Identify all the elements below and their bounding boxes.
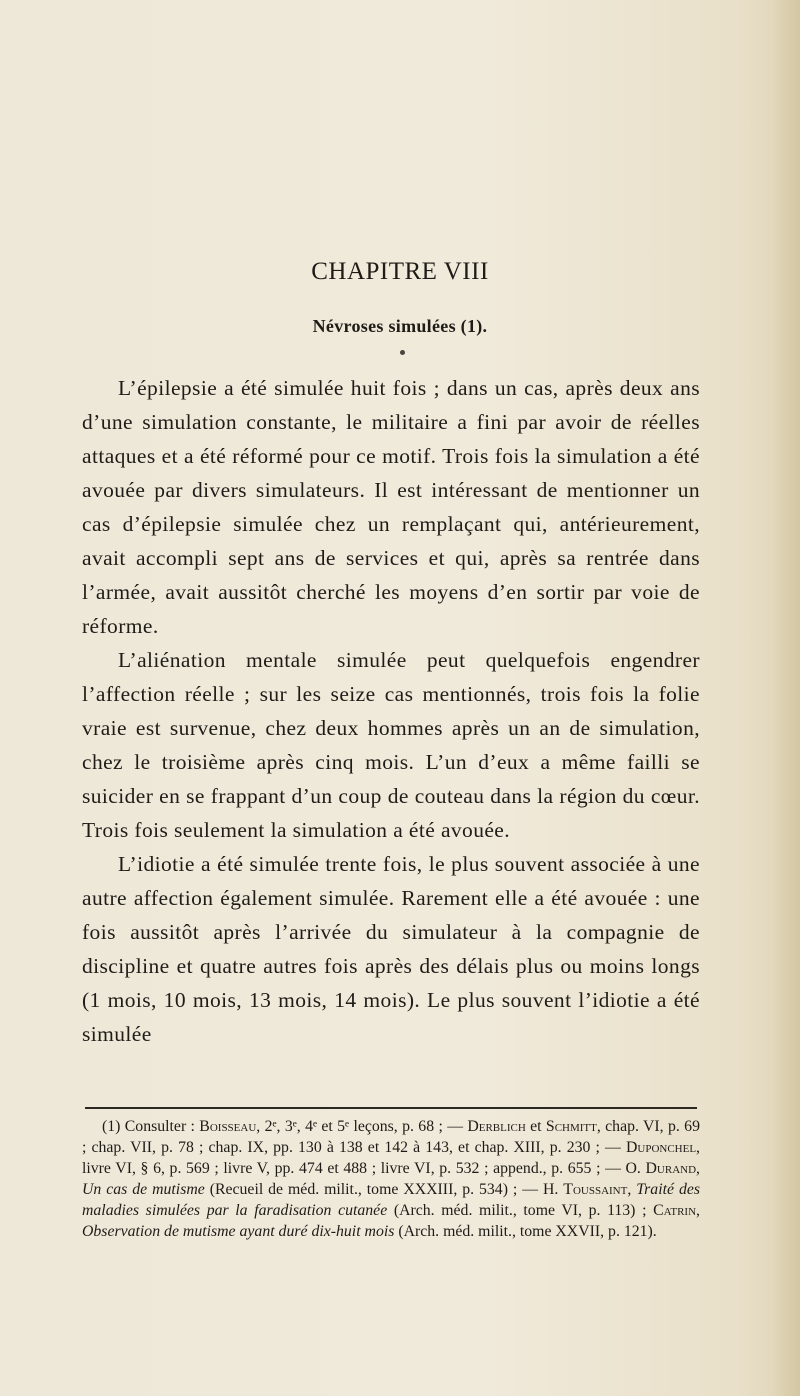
ink-speck (400, 350, 405, 355)
footnote-text: , (696, 1202, 700, 1219)
author-name: Derblich (467, 1118, 526, 1135)
body-text (82, 371, 700, 1051)
author-name: Toussaint (563, 1181, 628, 1198)
footnote-text: , (627, 1181, 637, 1198)
page-edge-shading (772, 0, 800, 1396)
footnote-text: (1) Consulter : (102, 1118, 200, 1135)
footnote-text: (Arch. méd. milit., tome VI, p. 113) ; (387, 1202, 654, 1219)
paragraph-alienation: L’aliénation mentale simulée peut quelquefois engendrer l’affection réelle ; sur les seize cas mentionnés, trois fois la folie vraie est survenue, chez deux hommes après un an de simulation, chez le troisième après cinq mois. L’un d’eux a même failli se suicider en se frappant d’un coup de couteau dans la région du cœur. Trois fois seulement la simulation a été avouée. (82, 648, 700, 842)
author-name: Duponchel (625, 1139, 697, 1156)
paragraph-idiotie: L’idiotie a été simulée trente fois, le plus souvent associée à une autre affection également simulée. Rarement elle a été avouée : une fois aussitôt après l’arrivée du simulateur à la compagnie de discipline et quatre autres fois après des délais plus ou moins longs (1 mois, 10 mois, 13 mois, 14 mois). Le plus souvent l’idiotie a été simulée (82, 852, 700, 1046)
footnote-text: , chap. VI, p. 69 ; chap. VII, p. 78 ; chap. IX, pp. 130 à 138 et 142 à 143, et chap. XIII, p. 230 ; — (82, 1118, 700, 1156)
chapter-title: CHAPITRE VIII (311, 258, 489, 285)
footnote-text: (Arch. méd. milit., tome XXVII, p. 121). (394, 1223, 657, 1240)
work-title: Observation de mutisme ayant duré dix-huit mois (82, 1223, 395, 1240)
footnote-text: , 2ᵉ, 3ᵉ, 4ᵉ et 5ᵉ leçons, p. 68 ; — (256, 1118, 468, 1135)
footnote-text: (Recueil de méd. milit., tome XXXIII, p. 534) ; — H. (204, 1181, 564, 1198)
author-name: Schmitt (545, 1118, 597, 1135)
footnote-text: et (525, 1118, 546, 1135)
chapter-subtitle: Névroses simulées (1). (312, 316, 488, 336)
work-title: Un cas de mutisme (82, 1181, 205, 1198)
footnote-separator (85, 1107, 697, 1109)
author-name: Durand (645, 1160, 697, 1177)
footnote (82, 1116, 700, 1242)
footnote-text: , (696, 1160, 700, 1177)
work-title: Traité des maladies simulées par la faradisation cutanée (82, 1181, 701, 1219)
author-name: Catrin (653, 1202, 697, 1219)
author-name: Boisseau (199, 1118, 257, 1135)
paragraph-epilepsie: L’épilepsie a été simulée huit fois ; dans un cas, après deux ans d’une simulation constante, le militaire a fini par avoir de réelles attaques et a été réformé pour ce motif. Trois fois la simulation a été avouée par divers simulateurs. Il est intéressant de mentionner un cas d’épilepsie simulée chez un remplaçant qui, antérieurement, avait accompli sept ans de services et qui, après sa rentrée dans l’armée, avait aussitôt cherché les moyens d’en sortir par voie de réforme. (82, 376, 700, 638)
footnote-text: , livre VI, § 6, p. 569 ; livre V, pp. 474 et 488 ; livre VI, p. 532 ; append., p. 655 ; — O. (82, 1139, 700, 1177)
